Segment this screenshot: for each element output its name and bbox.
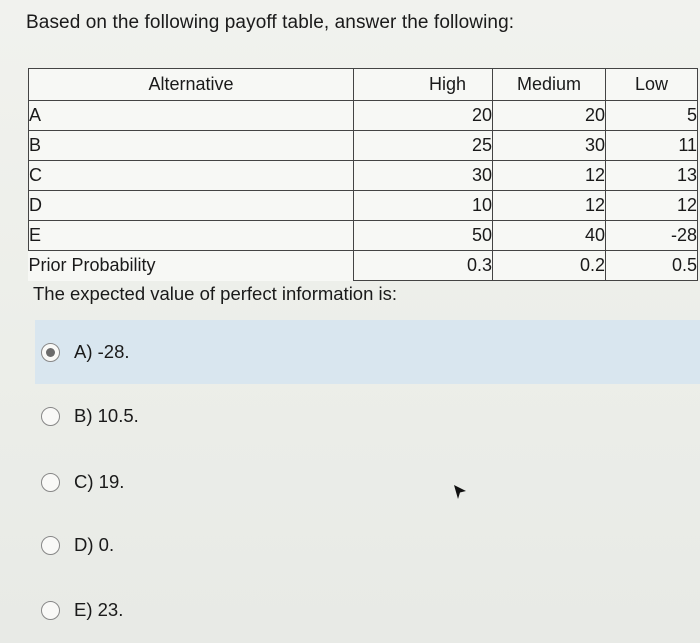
option-a-label: A) -28. — [74, 341, 130, 362]
cell-high: 50 — [354, 221, 493, 251]
table-row — [29, 101, 698, 131]
option-d-label: D) 0. — [74, 534, 115, 555]
cell-high: 30 — [354, 161, 493, 191]
row-label: D — [29, 191, 354, 221]
prior-probability-label: Prior Probability — [28, 255, 156, 276]
table-header-row — [29, 69, 698, 101]
option-e[interactable] — [35, 578, 700, 642]
cell-medium: 12 — [493, 191, 606, 221]
radio-selected-icon[interactable] — [41, 343, 60, 362]
row-label: E — [29, 221, 354, 251]
header-alternative: Alternative — [29, 69, 354, 101]
header-low: Low — [606, 69, 698, 101]
evpi-prompt: The expected value of perfect information is: — [33, 283, 398, 304]
table-row — [29, 191, 698, 221]
cell-medium: 40 — [493, 221, 606, 251]
cell-medium: 12 — [493, 161, 606, 191]
prior-medium: 0.2 — [493, 251, 606, 281]
option-b-label: B) 10.5. — [74, 405, 139, 426]
row-label: B — [29, 131, 354, 161]
table-row — [29, 161, 698, 191]
cell-high: 20 — [354, 101, 493, 131]
radio-icon[interactable] — [41, 536, 60, 555]
prior-low: 0.5 — [606, 251, 698, 281]
table-row — [29, 221, 698, 251]
radio-icon[interactable] — [41, 473, 60, 492]
row-label: C — [29, 161, 354, 191]
option-c-label: C) 19. — [74, 471, 125, 492]
header-high: High — [354, 69, 493, 101]
option-a[interactable] — [35, 320, 700, 384]
prior-probability-row — [29, 251, 698, 281]
cell-medium: 30 — [493, 131, 606, 161]
cell-medium: 20 — [493, 101, 606, 131]
prior-high: 0.3 — [354, 251, 493, 281]
cell-low: 13 — [606, 161, 698, 191]
option-e-label: E) 23. — [74, 599, 124, 620]
question-text: Based on the following payoff table, answer the following: — [26, 12, 515, 33]
mouse-cursor-icon — [452, 483, 468, 501]
cell-low: 11 — [606, 131, 698, 161]
option-d[interactable] — [35, 513, 700, 577]
option-b[interactable] — [35, 384, 700, 448]
cell-high: 25 — [354, 131, 493, 161]
cell-low: 12 — [606, 191, 698, 221]
radio-icon[interactable] — [41, 407, 60, 426]
table-row — [29, 131, 698, 161]
option-c[interactable] — [35, 450, 700, 514]
cell-low: -28 — [606, 221, 698, 251]
cell-low: 5 — [606, 101, 698, 131]
cell-high: 10 — [354, 191, 493, 221]
payoff-table — [28, 68, 698, 281]
row-label: A — [29, 101, 354, 131]
header-medium: Medium — [493, 69, 606, 101]
radio-icon[interactable] — [41, 601, 60, 620]
